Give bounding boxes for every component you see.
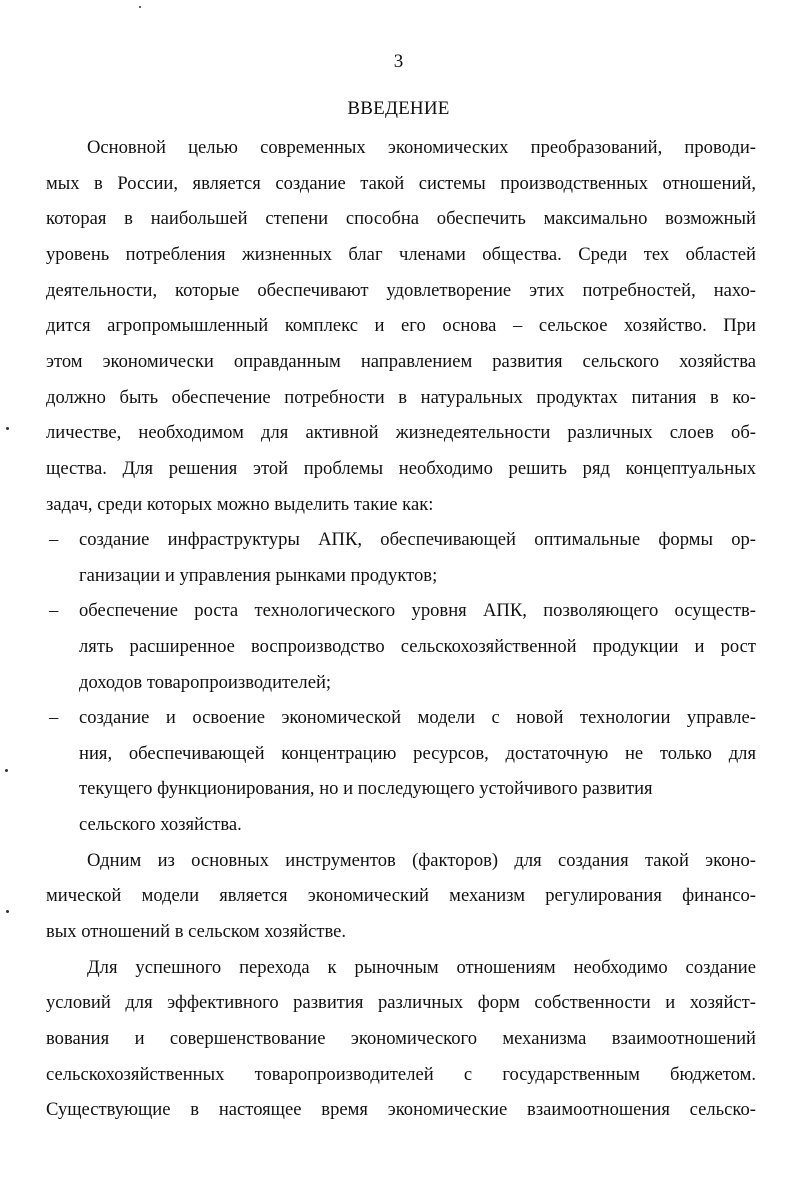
list-item-line: обеспечение роста технологического уровня АПК, позволяющего осуществ- xyxy=(79,600,756,621)
list-item-line: сельского хозяйства. xyxy=(79,814,242,835)
paragraph3-line: вования и совершенствование экономического механизма взаимоотношений xyxy=(46,1028,756,1049)
paragraph1-line: дится агропромышленный комплекс и его основа – сельское хозяйство. При xyxy=(46,315,756,336)
paragraph3-line: Для успешного перехода к рыночным отношениям необходимо создание xyxy=(87,957,756,978)
paragraph1-line: Основной целью современных экономических преобразований, проводи- xyxy=(87,137,756,158)
list-item-line: доходов товаропроизводителей; xyxy=(79,672,332,693)
paragraph3-line: условий для эффективного развития различных форм собственности и хозяйст- xyxy=(46,992,756,1013)
paragraph1-line: щества. Для решения этой проблемы необходимо решить ряд концептуальных xyxy=(46,458,756,479)
list-item-line: ганизации и управления рынками продуктов; xyxy=(79,565,438,586)
list-item-line: лять расширенное воспроизводство сельскохозяйственной продукции и рост xyxy=(79,636,756,657)
paragraph2-line: вых отношений в сельском хозяйстве. xyxy=(46,921,347,942)
section-heading: ВВЕДЕНИЕ xyxy=(347,98,450,119)
paragraph2-line: Одним из основных инструментов (факторов) для создания такой эконо- xyxy=(87,850,756,871)
paragraph1-line: деятельности, которые обеспечивают удовлетворение этих потребностей, нахо- xyxy=(46,280,756,301)
paragraph3-line: сельскохозяйственных товаропроизводителей с государственным бюджетом. xyxy=(46,1064,756,1085)
scan-speck xyxy=(6,427,9,430)
page-number: 3 xyxy=(393,51,404,72)
paragraph1-line: уровень потребления жизненных благ членами общества. Среди тех областей xyxy=(46,244,756,265)
paragraph1-line: задач, среди которых можно выделить такие как: xyxy=(46,494,434,515)
list-item-line: текущего функционирования, но и последующего устойчивого развития xyxy=(79,778,653,799)
paragraph3-line: Существующие в настоящее время экономические взаимоотношения сельско- xyxy=(46,1099,756,1120)
list-item-line: ния, обеспечивающей концентрацию ресурсов, достаточную не только для xyxy=(79,743,756,764)
paragraph1-line: этом экономически оправданным направлением развития сельского хозяйства xyxy=(46,351,756,372)
paragraph1-line: должно быть обеспечение потребности в натуральных продуктах питания в ко- xyxy=(46,387,756,408)
paragraph2-line: мической модели является экономический механизм регулирования финансо- xyxy=(46,885,756,906)
list-bullet: – xyxy=(49,707,59,728)
scan-speck xyxy=(6,910,9,913)
list-item-line: создание и освоение экономической модели с новой технологии управле- xyxy=(79,707,756,728)
scan-speck xyxy=(139,6,141,8)
list-bullet: – xyxy=(49,600,59,621)
scan-speck xyxy=(5,769,8,772)
paragraph1-line: которая в наибольшей степени способна обеспечить максимально возможный xyxy=(46,208,756,229)
list-item-line: создание инфраструктуры АПК, обеспечивающей оптимальные формы ор- xyxy=(79,529,756,550)
paragraph1-line: личестве, необходимом для активной жизнедеятельности различных слоев об- xyxy=(46,422,756,443)
paragraph1-line: мых в России, является создание такой системы производственных отношений, xyxy=(46,173,756,194)
list-bullet: – xyxy=(49,529,59,550)
